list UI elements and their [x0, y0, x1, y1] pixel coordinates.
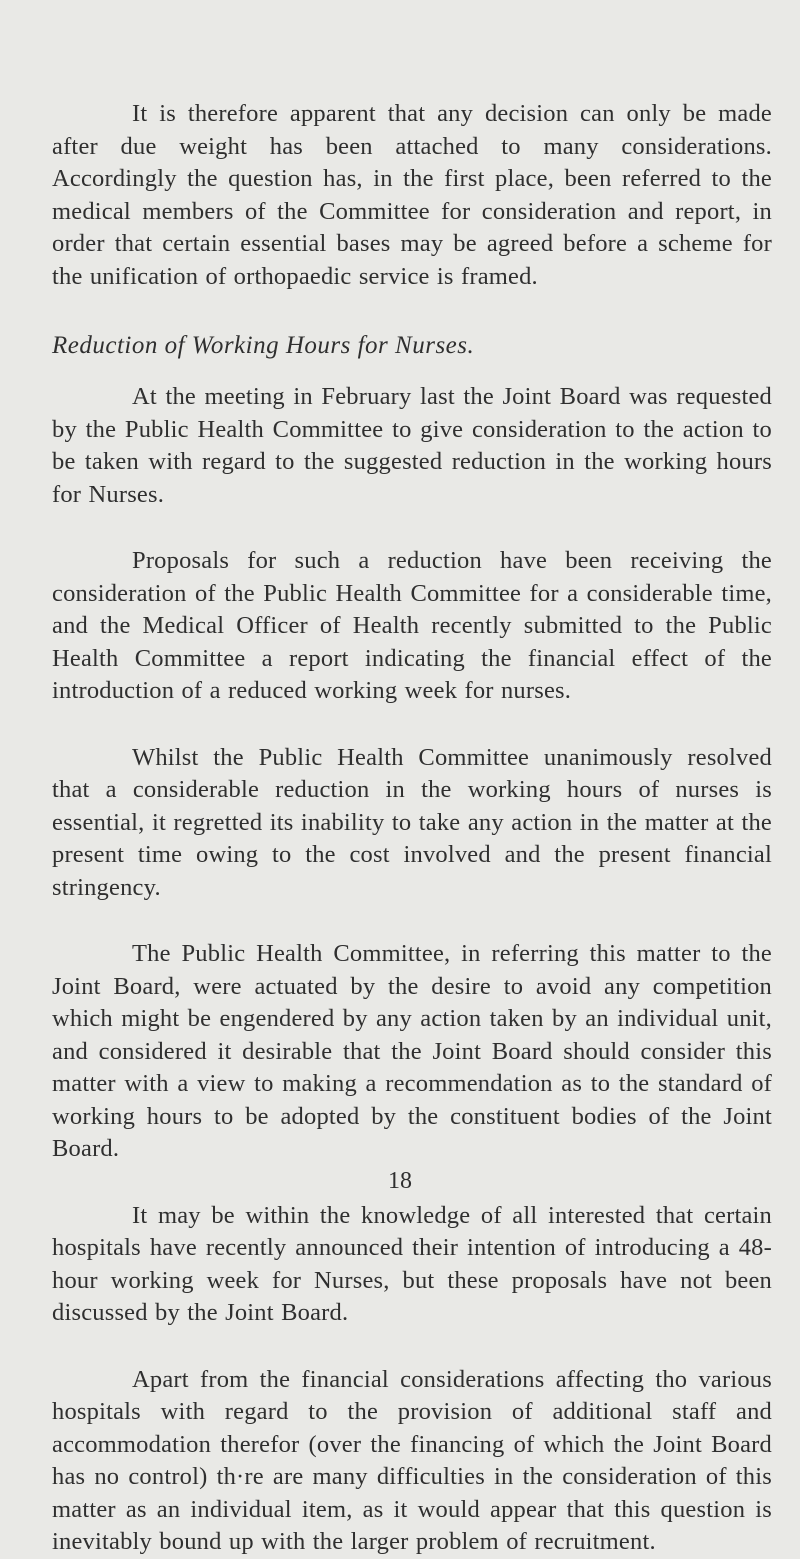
- paragraph-referral-reason: The Public Health Committee, in referring this matter to the Joint Board, were actuated by the desire to avoid any competition which might be engendered by any action taken by an individual unit, and considered it desirable that the Joint Board should consider this matter with a view to making a recommendation as to the standard of working hours to be adopted by the constituent bodies of the Joint Board.: [52, 940, 772, 1162]
- paragraph-48-hour-week: It may be within the knowledge of all interested that certain hospitals have recently announced their intention of introducing a 48-hour working week for Nurses, but these proposals have not been discussed by the Joint Board.: [52, 1201, 772, 1326]
- page-number: 18: [388, 1168, 412, 1194]
- section-heading: Reduction of Working Hours for Nurses.: [52, 332, 475, 359]
- paragraph-proposals: Proposals for such a reduction have been receiving the consideration of the Public Health Committee for a considerable time, and the Medical Officer of Health recently submitted to the Public Health Committee a report indicating the financial effect of the introduction of a reduced working week for nurses.: [52, 547, 772, 704]
- paragraph-recruitment: Apart from the financial considerations affecting tho various hospitals with regard to the provision of additional staff and accommodation therefor (over the financing of which the Joint Board has no control) th·re are many difficulties in the consideration of this matter as an individual item, as it would appear that this question is inevitably bound up with the larger problem of recruitment.: [52, 1365, 772, 1555]
- paragraph-february-meeting: At the meeting in February last the Joint Board was requested by the Public Health Committee to give consideration to the action to be taken with regard to the suggested reduction in the working hours for Nurses.: [52, 383, 772, 508]
- text-column: [52, 98, 772, 1559]
- paragraph-committee-resolution: Whilst the Public Health Committee unanimously resolved that a considerable reduction in the working hours of nurses is essential, it regretted its inability to take any action in the matter at the present time owing to the cost involved and the present financial stringency.: [52, 743, 772, 901]
- paragraph-orthopaedic-unification: It is therefore apparent that any decision can only be made after due weight has been attached to many considerations. Accordingly the question has, in the first place, been referred to the medical members of the Committee for consideration and report, in order that certain essential bases may be agreed before a scheme for the unification of orthopaedic service is framed.: [52, 100, 772, 290]
